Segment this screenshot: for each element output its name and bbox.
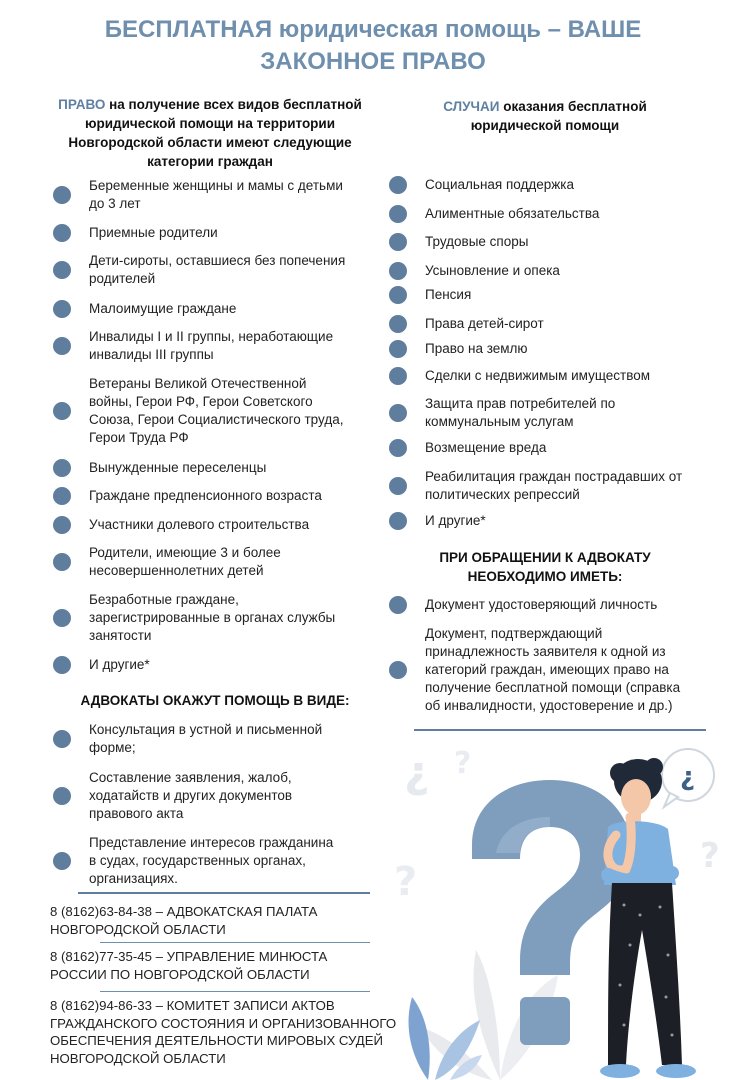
rights-item-line: И другие* (89, 657, 150, 672)
bullet-icon (389, 262, 407, 280)
cases-heading-accent: СЛУЧАИ (443, 99, 500, 114)
contact-line: НОВГОРОДСКОЙ ОБЛАСТИ (50, 921, 226, 937)
bullet-icon (53, 261, 71, 279)
bullet-icon (53, 300, 71, 318)
contact-line: ОБЕСПЕЧЕНИЯ ДЕЯТЕЛЬНОСТИ МИРОВЫХ СУДЕЙ (50, 1033, 383, 1048)
rights-item-line: войны, Герои РФ, Герои Советского (89, 394, 313, 409)
bullet-icon (53, 337, 71, 355)
rights-item-text (89, 459, 266, 477)
rights-heading-accent: ПРАВО (58, 97, 106, 112)
rights-item (53, 375, 383, 447)
rights-heading-line: категории граждан (147, 154, 273, 169)
cases-item (389, 367, 709, 385)
cases-item (389, 315, 709, 333)
cases-item-line: Сделки с недвижимым имуществом (425, 368, 651, 383)
rights-item-text (89, 177, 343, 213)
cases-item-line: Возмещение вреда (425, 440, 547, 455)
contact-entry (50, 997, 410, 1067)
documents-heading-line: ПРИ ОБРАЩЕНИИ К АДВОКАТУ (439, 550, 651, 565)
lawyers-item-line: правового акта (89, 806, 184, 821)
divider-contact-1 (100, 942, 370, 943)
rights-item-line: инвалиды III группы (89, 347, 214, 362)
cases-item-text (425, 286, 471, 304)
bullet-icon (389, 286, 407, 304)
lawyers-item-line: Составление заявления, жалоб, (89, 770, 292, 785)
rights-item-text (89, 487, 322, 505)
bullet-icon (53, 224, 71, 242)
bullet-icon (389, 315, 407, 333)
cases-item-text (425, 367, 650, 385)
lawyers-item-line: форме; (89, 740, 136, 755)
rights-item-line: Родители, имеющие 3 и более (89, 545, 281, 560)
bullet-icon (53, 609, 71, 627)
cases-item (389, 176, 709, 194)
rights-item-text (89, 544, 281, 580)
bullet-icon (389, 367, 407, 385)
cases-item-line: коммунальным услугам (425, 414, 574, 429)
bullet-icon (389, 404, 407, 422)
documents-item (389, 625, 709, 715)
cases-item-text (425, 205, 599, 223)
bullet-icon (389, 205, 407, 223)
rights-item-line: Вынужденные переселенцы (89, 460, 267, 475)
lawyers-item-line: Представление интересов гражданина (89, 835, 334, 850)
speech-bubble-icon (662, 749, 714, 807)
bullet-icon (389, 596, 407, 614)
documents-item-line: получение бесплатной помощи (справка (425, 680, 681, 695)
documents-item-line: принадлежность заявителя к одной из (425, 644, 666, 659)
lawyers-item-text (89, 769, 292, 823)
contact-line: РОССИИ ПО НОВГОРОДСКОЙ ОБЛАСТИ (50, 966, 310, 982)
bullet-icon (389, 176, 407, 194)
bullet-icon (53, 186, 71, 204)
cases-item (389, 233, 709, 251)
contact-line: 8 (8162)63-84-38 – АДВОКАТСКАЯ ПАЛАТА (50, 904, 318, 919)
rights-item (53, 459, 383, 477)
title-line-1: БЕСПЛАТНАЯ юридическая помощь – ВАШЕ (104, 16, 642, 43)
cases-item-line: Права детей-сирот (425, 316, 544, 331)
lawyers-item (53, 769, 383, 823)
cases-heading-line: оказания бесплатной (499, 99, 647, 114)
faint-question-icon: ? (454, 746, 472, 781)
contact-entry (50, 903, 410, 938)
cases-item-line: Усыновление и опека (425, 263, 560, 278)
divider-documents (414, 729, 706, 731)
lawyers-item-line: Консультация в устной и письменной (89, 722, 323, 737)
rights-item (53, 544, 383, 580)
contact-entry (50, 948, 410, 983)
cases-item (389, 468, 709, 504)
rights-item (53, 177, 383, 213)
rights-item-line: Инвалиды I и II группы, неработающие (89, 329, 334, 344)
lawyers-item-line: ходатайств и других документов (89, 788, 293, 803)
bullet-icon (53, 852, 71, 870)
cases-item-text (425, 262, 560, 280)
documents-item-line: Документ удостоверяющий личность (425, 597, 658, 612)
rights-item-line: несовершеннолетних детей (89, 563, 264, 578)
rights-item (53, 328, 383, 364)
cases-item (389, 205, 709, 223)
cases-item-text (425, 512, 486, 530)
documents-item-text (425, 625, 680, 715)
lawyers-item-line: организациях. (89, 871, 178, 886)
rights-item (53, 487, 383, 505)
rights-item-text (89, 300, 236, 318)
big-question-mark-icon (472, 780, 632, 1045)
title-line-2: ЗАКОННОЕ ПРАВО (260, 48, 486, 75)
rights-item (53, 656, 383, 674)
contact-line: 8 (8162)77-35-45 – УПРАВЛЕНИЕ МИНЮСТА (50, 949, 328, 964)
cases-item-text (425, 395, 615, 431)
cases-item (389, 262, 709, 280)
contact-line: НОВГОРОДСКОЙ ОБЛАСТИ (50, 1050, 226, 1066)
rights-item-text (89, 252, 345, 288)
cases-item-line: И другие* (425, 513, 486, 528)
lawyers-item-text (89, 721, 322, 757)
cases-item-line: Алиментные обязательства (425, 206, 600, 221)
cases-item-text (425, 315, 544, 333)
faint-question-icon: ¿ (404, 747, 430, 798)
cases-item-line: политических репрессий (425, 487, 580, 502)
rights-item-line: родителей (89, 271, 156, 286)
page-title (0, 14, 746, 78)
cases-item-text (425, 439, 546, 457)
rights-item-line: Приемные родители (89, 225, 218, 240)
lawyers-heading: АДВОКАТЫ ОКАЖУТ ПОМОЩЬ В ВИДЕ: (80, 693, 350, 708)
contact-line: 8 (8162)94-86-33 – КОМИТЕТ ЗАПИСИ АКТОВ (50, 998, 335, 1013)
lawyers-item (53, 834, 383, 888)
rights-item-line: Беременные женщины и мамы с детьми (89, 178, 343, 193)
bullet-icon (53, 459, 71, 477)
cases-item-text (425, 233, 528, 251)
lawyers-item-text (89, 834, 333, 888)
contact-line: ГРАЖДАНСКОГО СОСТОЯНИЯ И ОРГАНИЗОВАННОГО (50, 1015, 397, 1031)
rights-heading-line: Новгородской области имеют следующие (68, 135, 352, 150)
svg-text:¿: ¿ (680, 762, 696, 792)
rights-heading-line: юридической помощи на территории (84, 116, 336, 131)
bullet-icon (53, 656, 71, 674)
bullet-icon (53, 730, 71, 748)
bullet-icon (389, 340, 407, 358)
rights-item (53, 591, 383, 645)
rights-item-line: зарегистрированные в органах службы (89, 610, 336, 625)
rights-item-line: Дети-сироты, оставшиеся без попечения (89, 253, 346, 268)
rights-item-line: Участники долевого строительства (89, 517, 310, 532)
documents-item (389, 596, 709, 614)
divider-lawyers (78, 892, 370, 894)
documents-item-line: Документ, подтверждающий (425, 626, 603, 641)
rights-item-text (89, 656, 150, 674)
rights-item-line: до 3 лет (89, 196, 141, 211)
rights-item (53, 224, 383, 242)
cases-item-line: Реабилитация граждан пострадавших от (425, 469, 683, 484)
cases-item (389, 512, 709, 530)
bullet-icon (53, 402, 71, 420)
rights-item-text (89, 516, 309, 534)
cases-heading (410, 97, 680, 135)
cases-item-line: Пенсия (425, 287, 472, 302)
cases-item-line: Защита прав потребителей по (425, 396, 616, 411)
documents-item-line: категорий граждан, имеющих право на (425, 662, 669, 677)
rights-heading-line: на получение всех видов бесплатной (105, 97, 362, 112)
rights-item-line: Безработные граждане, (89, 592, 239, 607)
bullet-icon (53, 516, 71, 534)
cases-item-text (425, 340, 528, 358)
rights-item-text (89, 591, 335, 645)
rights-item-line: занятости (89, 628, 152, 643)
rights-item-line: Ветераны Великой Отечественной (89, 376, 307, 391)
cases-item (389, 395, 709, 431)
documents-heading-line: НЕОБХОДИМО ИМЕТЬ: (467, 569, 623, 584)
documents-item-line: об инвалидности, удостоверение и др.) (425, 698, 673, 713)
cases-item-text (425, 468, 682, 504)
documents-item-text (425, 596, 657, 614)
cases-item-line: Трудовые споры (425, 234, 529, 249)
cases-item-line: Право на землю (425, 341, 528, 356)
cases-item (389, 439, 709, 457)
divider-contact-2 (100, 991, 370, 992)
rights-item (53, 252, 383, 288)
documents-heading (405, 548, 685, 586)
rights-item-line: Союза, Герои Социалистического труда, (89, 412, 344, 427)
rights-heading (40, 95, 380, 171)
cases-item (389, 340, 709, 358)
cases-item (389, 286, 709, 304)
bullet-icon (53, 787, 71, 805)
cases-item-line: Социальная поддержка (425, 177, 575, 192)
faint-question-icon: ? (700, 836, 720, 876)
rights-item (53, 300, 383, 318)
bullet-icon (53, 487, 71, 505)
bullet-icon (389, 439, 407, 457)
bullet-icon (53, 553, 71, 571)
cases-item-text (425, 176, 574, 194)
rights-item-text (89, 375, 343, 447)
rights-item-text (89, 224, 218, 242)
lawyers-item-line: в судах, государственных органах, (89, 853, 306, 868)
lawyers-item (53, 721, 383, 757)
rights-item-line: Малоимущие граждане (89, 301, 237, 316)
faint-question-icon: ? (394, 859, 418, 905)
rights-item-line: Герои Труда РФ (89, 430, 189, 445)
rights-item (53, 516, 383, 534)
bullet-icon (389, 477, 407, 495)
cases-heading-line: юридической помощи (470, 118, 620, 133)
bullet-icon (389, 233, 407, 251)
rights-item-line: Граждане предпенсионного возраста (89, 488, 322, 503)
bullet-icon (389, 512, 407, 530)
rights-item-text (89, 328, 333, 364)
question-person-illustration (380, 735, 746, 1080)
bullet-icon (389, 661, 407, 679)
